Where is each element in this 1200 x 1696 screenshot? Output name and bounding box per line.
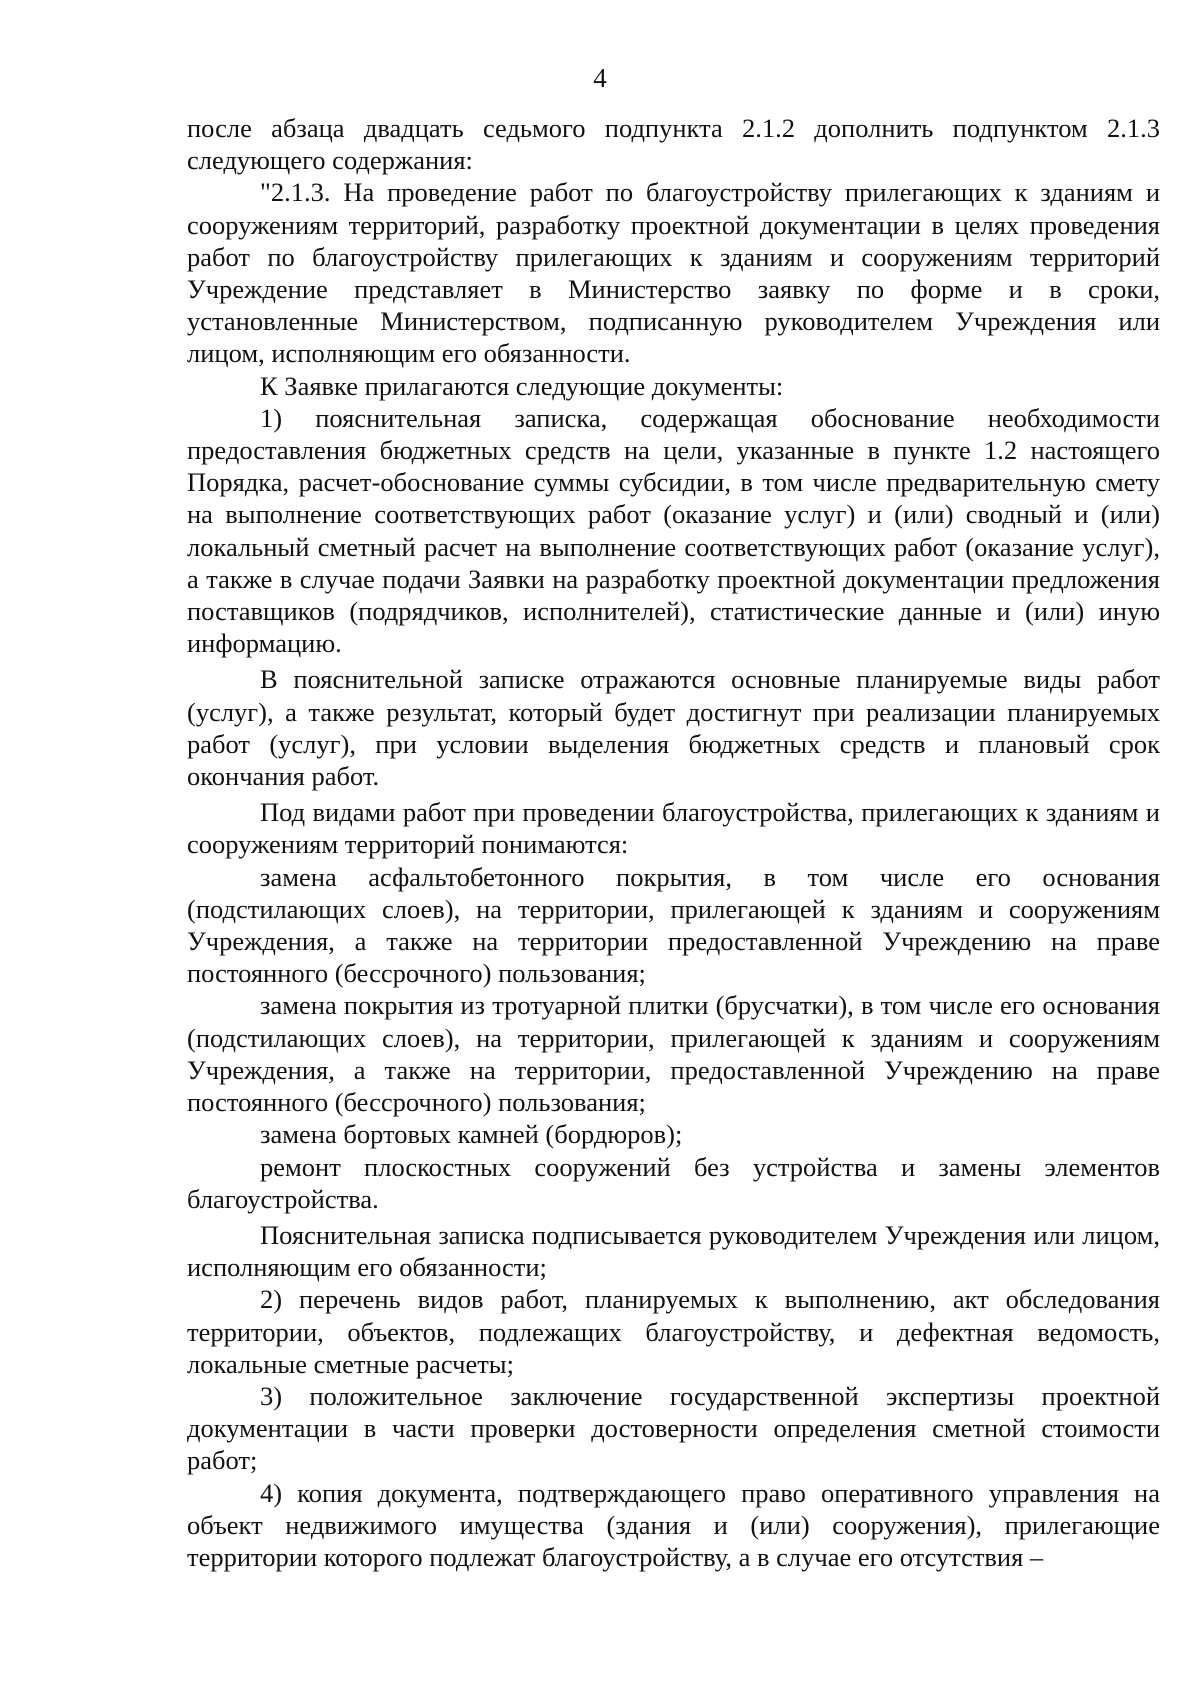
paragraph-asphalt-replacement: замена асфальтобетонного покрытия, в том числе его основания (подстилающих слоев), на территории, прилегающей к зданиям и сооружениям Учреждения, а также на территории предоставленной Учреждению на праве постоянного (бессрочного) пользования; — [187, 861, 1160, 989]
paragraph-work-types: Под видами работ при проведении благоустройства, прилегающих к зданиям и сооружениям территорий понимаются: — [187, 797, 1160, 860]
paragraph-planar-repair: ремонт плоскостных сооружений без устройства и замены элементов благоустройства. — [187, 1151, 1160, 1214]
paragraph-paving-replacement: замена покрытия из тротуарной плитки (брусчатки), в том числе его основания (подстилающих слоев), на территории, прилегающей к зданиям и сооружениям Учреждения, а также на территории, предоставленной Учреждению на праве постоянного (бессрочного) пользования; — [187, 990, 1160, 1118]
page-number: 4 — [593, 63, 607, 93]
document-body — [187, 112, 1160, 1573]
paragraph-attachments-heading: К Заявке прилагаются следующие документы: — [260, 370, 784, 401]
paragraph-curb-replacement: замена бортовых камней (бордюров); — [260, 1119, 683, 1150]
paragraph-note-signature: Пояснительная записка подписывается руководителем Учреждения или лицом, исполняющим его обязанности; — [187, 1219, 1160, 1283]
paragraph-intro: после абзаца двадцать седьмого подпункта 2.1.2 дополнить подпунктом 2.1.3 следующего содержания: — [187, 113, 1160, 176]
paragraph-item-4: 4) копия документа, подтверждающего право оперативного управления на объект недвижимого имущества (здания и (или) сооружения), прилегающие территории которого подлежат благоустройству, а в случае его отсутствия – — [187, 1477, 1160, 1572]
paragraph-explanatory-note: В пояснительной записке отражаются основные планируемые виды работ (услуг), а также результат, который будет достигнут при реализации планируемых работ (услуг), при условии выделения бюджетных средств и плановый срок окончания работ. — [187, 664, 1160, 792]
paragraph-item-2: 2) перечень видов работ, планируемых к выполнению, акт обследования территории, объектов, подлежащих благоустройству, и дефектная ведомость, локальные сметные расчеты; — [187, 1284, 1160, 1379]
paragraph-item-3: 3) положительное заключение государственной экспертизы проектной документации в части проверки достоверности определения сметной стоимости работ; — [187, 1380, 1160, 1476]
paragraph-item-1: 1) пояснительная записка, содержащая обоснование необходимости предоставления бюджетных средств на цели, указанные в пункте 1.2 настоящего Порядка, расчет-обоснование суммы субсидии, в том числе предварительную смету на выполнение соответствующих работ (оказание услуг) и (или) сводный и (или) локальный сметный расчет на выполнение соответствующих работ (оказание услуг), а также в случае подачи Заявки на разработку проектной документации предложения поставщиков (подрядчиков, исполнителей), статистические данные и (или) иную информацию. — [187, 402, 1160, 659]
paragraph-2-1-3: "2.1.3. На проведение работ по благоустройству прилегающих к зданиям и сооружениям территорий, разработку проектной документации в целях проведения работ по благоустройству прилегающих к зданиям и сооружениям территорий Учреждение представляет в Министерство заявку по форме и в сроки, установленные Министерством, подписанную руководителем Учреждения или лицом, исполняющим его обязанности. — [187, 177, 1160, 369]
